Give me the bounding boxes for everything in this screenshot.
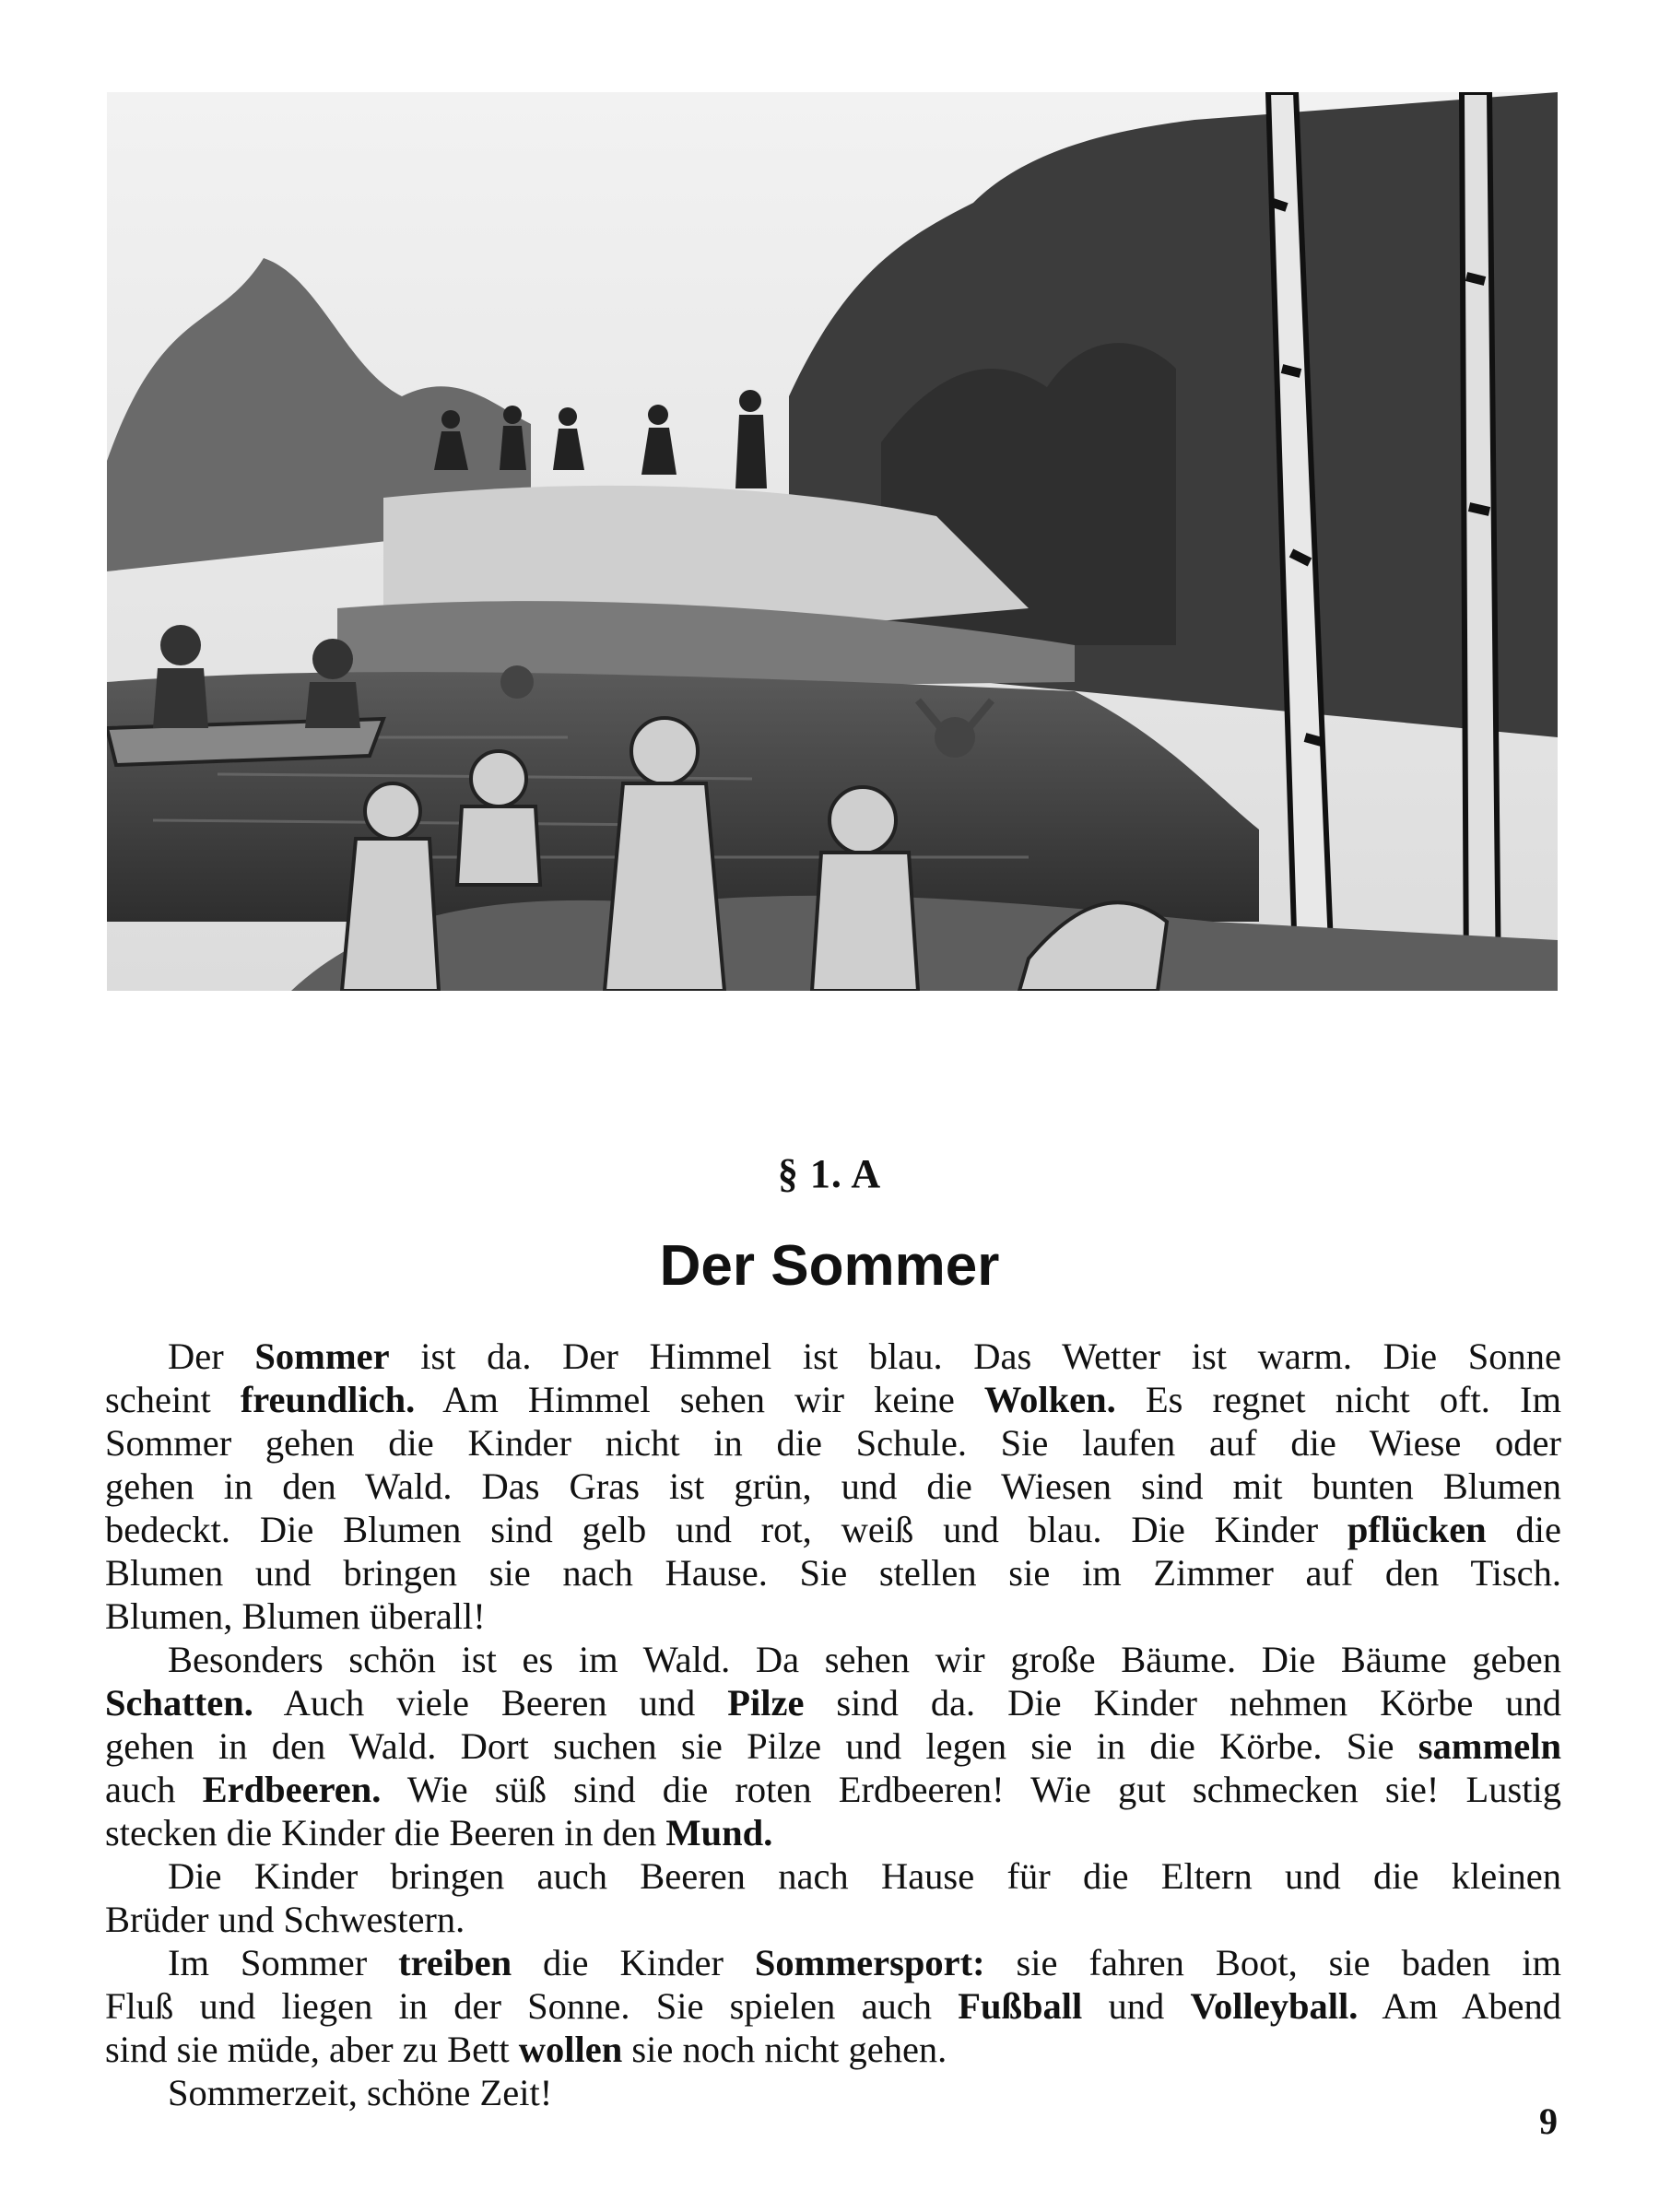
text-line: sind sie müde, aber zu Bett wollen sie noch nicht gehen. — [105, 2029, 947, 2070]
text-line: Im Sommer treiben die Kinder Sommersport: sie fahren Boot, sie baden im — [168, 1942, 1561, 1983]
section-heading: § 1. A — [777, 1151, 882, 1196]
page-number: 9 — [1539, 2100, 1558, 2142]
summer-river-illustration — [107, 92, 1558, 991]
text-line: Schatten. Auch viele Beeren und Pilze sind da. Die Kinder nehmen Körbe und — [105, 1682, 1561, 1724]
text-line: gehen in den Wald. Dort suchen sie Pilze und legen sie in die Körbe. Sie sammeln — [105, 1725, 1561, 1767]
text-line: scheint freundlich. Am Himmel sehen wir keine Wolken. Es regnet nicht oft. Im — [105, 1379, 1562, 1420]
text-line: Sommer gehen die Kinder nicht in die Schule. Sie laufen auf die Wiese oder — [105, 1422, 1561, 1464]
text-line: Der Sommer ist da. Der Himmel ist blau. Das Wetter ist warm. Die Sonne — [168, 1335, 1561, 1377]
text-line: auch Erdbeeren. Wie süß sind die roten Erdbeeren! Wie gut schmecken sie! Lustig — [105, 1769, 1561, 1810]
text-line: Blumen und bringen sie nach Hause. Sie stellen sie im Zimmer auf den Tisch. — [105, 1552, 1561, 1594]
text-line: gehen in den Wald. Das Gras ist grün, und die Wiesen sind mit bunten Blumen — [105, 1465, 1561, 1507]
text-line: Besonders schön ist es im Wald. Da sehen wir große Bäume. Die Bäume geben — [168, 1639, 1561, 1680]
page-title: Der Sommer — [659, 1234, 1000, 1298]
text-line: Sommerzeit, schöne Zeit! — [168, 2072, 553, 2113]
text-line: Fluß und liegen in der Sonne. Sie spielen auch Fußball und Volleyball. Am Abend — [105, 1985, 1561, 2027]
text-line: Brüder und Schwestern. — [105, 1899, 465, 1940]
reading-text — [105, 1335, 1561, 2114]
text-line: stecken die Kinder die Beeren in den Mund. — [105, 1812, 773, 1853]
text-line: Die Kinder bringen auch Beeren nach Hause für die Eltern und die kleinen — [168, 1855, 1561, 1897]
text-line: Blumen, Blumen überall! — [105, 1595, 486, 1637]
text-line: bedeckt. Die Blumen sind gelb und rot, weiß und blau. Die Kinder pflücken die — [105, 1509, 1561, 1550]
birch-tree-right — [1462, 92, 1499, 991]
